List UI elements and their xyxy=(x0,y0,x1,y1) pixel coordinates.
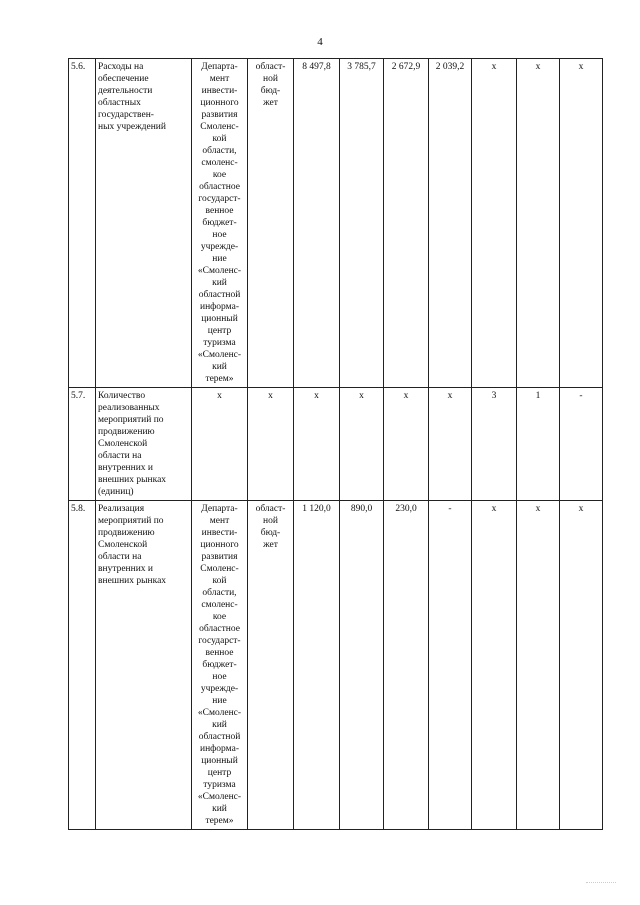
cell-line: области на xyxy=(98,552,142,562)
cell-line: информа- xyxy=(199,744,239,754)
row-number: 5.6. xyxy=(69,59,96,388)
cell-line: област- xyxy=(255,62,286,72)
cell-line: бюд- xyxy=(260,86,281,96)
cell-line: мероприятий по xyxy=(98,415,164,425)
row-executor xyxy=(192,59,248,388)
cell-line: х xyxy=(268,391,273,401)
row-value: 2 039,2 xyxy=(429,59,472,388)
scan-artifact xyxy=(586,882,616,885)
row-value: 890,0 xyxy=(340,501,384,830)
cell-line: ционного xyxy=(200,98,239,108)
cell-line: ной xyxy=(263,516,278,526)
cell-line: мент xyxy=(209,74,230,84)
row-number: 5.8. xyxy=(69,501,96,830)
table-row xyxy=(69,501,603,830)
cell-line: государст- xyxy=(198,636,241,646)
cell-line: центр xyxy=(207,768,232,778)
row-name xyxy=(96,501,192,830)
cell-line: жет xyxy=(263,540,278,550)
cell-line: Смоленс- xyxy=(200,564,239,574)
row-value: х xyxy=(517,501,560,830)
cell-line: инвести- xyxy=(201,86,238,96)
row-value: х xyxy=(560,59,603,388)
cell-line: мент xyxy=(209,516,230,526)
cell-line: учрежде- xyxy=(200,242,239,252)
row-value: 1 xyxy=(517,388,560,501)
row-value: х xyxy=(384,388,429,501)
row-source xyxy=(248,501,294,830)
cell-line: государст- xyxy=(198,194,241,204)
cell-line: Реализация xyxy=(98,504,145,514)
cell-line: развития xyxy=(201,552,238,562)
cell-line: кий xyxy=(212,278,227,288)
cell-line: смоленс- xyxy=(201,158,238,168)
cell-line: центр xyxy=(207,326,232,336)
table-row xyxy=(69,59,603,388)
cell-line: бюджет- xyxy=(202,218,237,228)
page-number: 4 xyxy=(317,36,323,48)
cell-line: венное xyxy=(205,648,234,658)
cell-line: областной xyxy=(198,290,241,300)
cell-line: области, xyxy=(202,146,237,156)
cell-line: бюджет- xyxy=(202,660,237,670)
row-number: 5.7. xyxy=(69,388,96,501)
row-value: 3 xyxy=(472,388,517,501)
cell-line: реализованных xyxy=(98,403,160,413)
cell-line: Смоленс- xyxy=(200,122,239,132)
row-name xyxy=(96,59,192,388)
row-value: х xyxy=(294,388,340,501)
row-value: 8 497,8 xyxy=(294,59,340,388)
cell-line: ное xyxy=(212,672,227,682)
row-value: - xyxy=(429,501,472,830)
cell-line: «Смоленс- xyxy=(197,708,242,718)
row-value: х xyxy=(560,501,603,830)
cell-line: области, xyxy=(202,588,237,598)
row-value: - xyxy=(560,388,603,501)
cell-line: государствен- xyxy=(98,110,154,120)
cell-line: Количество xyxy=(98,391,146,401)
cell-line: Департа- xyxy=(201,62,238,72)
cell-line: кой xyxy=(212,134,227,144)
cell-line: ние xyxy=(212,696,227,706)
cell-line: ционный xyxy=(201,756,238,766)
cell-line: деятельности xyxy=(98,86,153,96)
cell-line: ное xyxy=(212,230,227,240)
cell-line: продвижению xyxy=(98,427,155,437)
cell-line: терем» xyxy=(205,374,234,384)
row-value: х xyxy=(517,59,560,388)
cell-line: Смоленской xyxy=(98,540,148,550)
table-body xyxy=(69,59,603,830)
cell-line: информа- xyxy=(199,302,239,312)
cell-line: област- xyxy=(255,504,286,514)
cell-line: Смоленской xyxy=(98,439,148,449)
cell-line: областных xyxy=(98,98,141,108)
cell-line: внутренних и xyxy=(98,564,154,574)
row-name xyxy=(96,388,192,501)
cell-line: области на xyxy=(98,451,142,461)
cell-line: продвижению xyxy=(98,528,155,538)
cell-line: туризма xyxy=(203,780,236,790)
cell-line: Расходы на xyxy=(98,62,144,72)
cell-line: «Смоленс- xyxy=(197,266,242,276)
row-value: 3 785,7 xyxy=(340,59,384,388)
budget-table xyxy=(68,58,603,830)
cell-line: х xyxy=(217,391,222,401)
cell-line: ционного xyxy=(200,540,239,550)
cell-line: кий xyxy=(212,804,227,814)
row-value: х xyxy=(472,501,517,830)
row-source xyxy=(248,388,294,501)
cell-line: ционный xyxy=(201,314,238,324)
row-value: х xyxy=(429,388,472,501)
cell-line: кий xyxy=(212,720,227,730)
table-row xyxy=(69,388,603,501)
cell-line: «Смоленс- xyxy=(197,350,242,360)
cell-line: мероприятий по xyxy=(98,516,164,526)
cell-line: смоленс- xyxy=(201,600,238,610)
cell-line: Департа- xyxy=(201,504,238,514)
cell-line: кое xyxy=(212,612,227,622)
cell-line: туризма xyxy=(203,338,236,348)
cell-line: внешних рынках xyxy=(98,576,167,586)
row-value: х xyxy=(472,59,517,388)
row-source xyxy=(248,59,294,388)
cell-line: ной xyxy=(263,74,278,84)
cell-line: развития xyxy=(201,110,238,120)
row-value: 1 120,0 xyxy=(294,501,340,830)
row-executor xyxy=(192,388,248,501)
cell-line: областной xyxy=(198,732,241,742)
cell-line: терем» xyxy=(205,816,234,826)
row-value: 2 672,9 xyxy=(384,59,429,388)
cell-line: инвести- xyxy=(201,528,238,538)
cell-line: ние xyxy=(212,254,227,264)
cell-line: ных учреждений xyxy=(98,122,166,132)
row-executor xyxy=(192,501,248,830)
cell-line: кой xyxy=(212,576,227,586)
cell-line: внутренних и xyxy=(98,463,154,473)
cell-line: областное xyxy=(199,624,240,634)
cell-line: областное xyxy=(199,182,240,192)
cell-line: венное xyxy=(205,206,234,216)
cell-line: (единиц) xyxy=(98,487,134,497)
row-value: х xyxy=(340,388,384,501)
cell-line: внешних рынках xyxy=(98,475,167,485)
cell-line: обеспечение xyxy=(98,74,149,84)
cell-line: учрежде- xyxy=(200,684,239,694)
cell-line: «Смоленс- xyxy=(197,792,242,802)
row-value: 230,0 xyxy=(384,501,429,830)
cell-line: кое xyxy=(212,170,227,180)
cell-line: бюд- xyxy=(260,528,281,538)
cell-line: кий xyxy=(212,362,227,372)
cell-line: жет xyxy=(263,98,278,108)
